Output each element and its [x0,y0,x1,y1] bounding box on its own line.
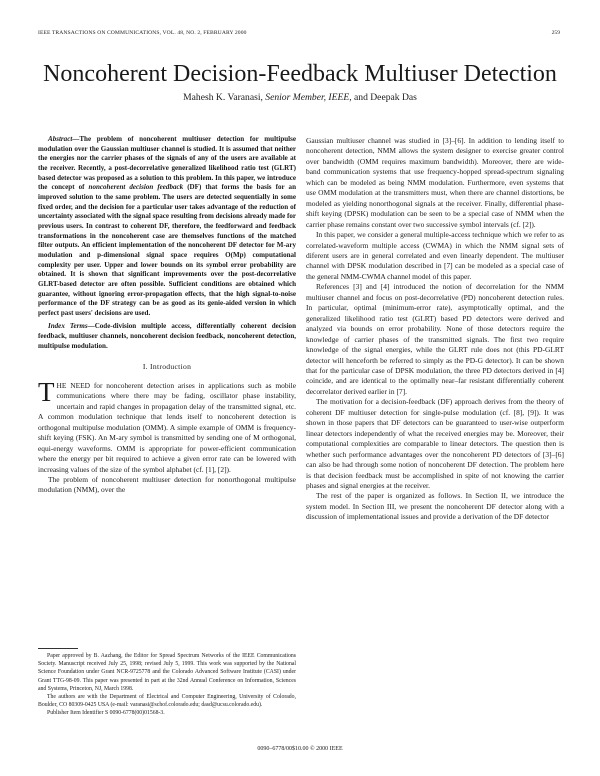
running-header: IEEE TRANSACTIONS ON COMMUNICATIONS, VOL. 48, NO. 2, FEBRUARY 2000 [38,30,247,36]
left-column [38,135,296,496]
right-column [306,136,564,523]
drop-cap: T [38,376,55,407]
author-2: and Deepak Das [351,92,417,103]
body-paragraph-5: The rest of the paper is organized as follows. In Section II, we introduce the system model. In Section III, we present the noncoherent DF detector along with a discussion of implementational issues and provide a derivation of the DF detector [306,491,564,522]
intro-paragraph-2: The problem of noncoherent multiuser detection for nonorthogonal multipulse modulation (NMM), over the [38,474,296,495]
index-terms-label: Index Terms [48,322,88,331]
paper-title: Noncoherent Decision-Feedback Multiuser Detection [43,61,557,87]
abstract-label: Abstract [48,135,73,143]
copyright-footer: 0090–6778/00$10.00 © 2000 IEEE [257,746,343,752]
index-terms [38,322,296,351]
intro-paragraph-1-text: HE NEED for noncoherent detection arises in applications such as mobile communications where there may be fading, oscillator phase instability, uncertain and rapid changes in propagation delay of the transmitted signal, etc. A common modulation technique that lends itself to noncoherent detection is orthogonal multipulse modulation (OMM). A simple example of OMM is frequency-shift keying (FSK). An M-ary symbol is transmitted by sending one of M orthogonal, equi-energy waveforms. OMM is appropriate for power-efficient communication where the energy per bit required to achieve a given error rate can be lowered with increasing values of the size of the symbol alphabet (cf. [1], [2]). [38,380,296,474]
page-number: 259 [551,30,560,36]
author-1: Mahesh K. Varanasi, [183,92,266,103]
abstract [38,135,296,318]
footnote-affiliation: The authors are with the Department of Electrical and Computer Engineering, University of Colorado, Boulder, CO 80309-0425 USA (e-mail: varanasi@schof.colorado.edu; dasd@ucsu.colorado.edu). [38,694,296,709]
author-line [0,92,600,103]
author-1-role: Senior Member, IEEE, [265,92,352,103]
footnotes [38,652,296,718]
body-paragraph-3: References [3] and [4] introduced the notion of decorrelation for the NMM multiuser channel and focus on post-decorrelative (PD) noncoherent detection rules. In particular, optimal (minimum-error rate), asymptotically optimal, and the generalized likelihood ratio test (GLRT) based PD detectors were derived and analyzed via bounds on error probability. None of those detectors require the knowledge of carrier phases of the transmitted signals. The first two require knowledge of the signal energies, while the GLRT rule does not (this PD-GLRT detector will henceforth be referred to simply as the PD-G detector). It can be shown that for the particular case of DPSK modulation, the three PD detectors derived in [4] coincide, and are identical to the optimally near–far resistant differentially coherent decorrelator derived earlier in [7]. [306,282,564,396]
abstract-text-1: —The problem of noncoherent multiuser detection for multipulse modulation over the Gaussian multiuser channel is studied. It is assumed that neither the energies nor the carrier phases of the signals of any of the users are available at the receiver. Recently, a post-decorrelative generalized likelihood ratio test (GLRT) based detector was proposed as a solution to this problem. In this paper, we introduce the concept of [38,135,296,192]
body-paragraph-2: In this paper, we consider a general multiple-access technique which we refer to as correlated-waveform multiple access (CWMA) in which the NMM signal sets of diferent users are in general correlated and even linearly dependent. The multiuser channel with DPSK modulation described in [7] can be modeled as a special case of the general NMM-CWMA channel model of this paper. [306,230,564,281]
index-terms-text: —Code-division multiple access, differentially coherent decision feedback, multiuser channels, noncoherent decision feedback, noncoherent detection, multipulse modulation. [38,322,296,350]
intro-paragraph-1 [38,376,296,475]
abstract-emphasis: noncoherent decision feedback [88,183,184,192]
footnote-editor: Paper approved by B. Aazhang, the Editor for Spread Spectrum Networks of the IEEE Communications Society. Manuscript received July 25, 1998; revised July 5, 1999. This work was supported by the National Science Foundation under Grant NCR-9725778 and the Colorado Advanced Software Institute (CASI) under Grant TTG-98-09. This paper was presented in part at the 32nd Annual Conference on Information, Sciences and Systems, Princeton, NJ, March 1998. [38,653,296,692]
footnote-publisher-id: Publisher Item Identifier S 0090-6778(00)01568-3. [47,710,165,717]
body-paragraph-4: The motivation for a decision-feedback (DF) approach derives from the theory of coherent DF multiuser detection for single-pulse modulation (cf. [8], [9]). It was shown in those papers that DF detectors can be guaranteed to user-wise outperform linear detectors independently of what the received energies may be. Moreover, their computational complexities are comparable to linear detectors. The question then is whether such performance advantages over the noncoherent PD detectors of [3]–[6] can also be had through some notion of noncoherent DF detection. The problem here is that decision feedback must be accomplished in spite of not knowing the carrier phases and signal energies at the receiver. [306,397,564,490]
footnote-divider [38,648,78,649]
abstract-text-2: (DF) that forms the basis for an improved solution to the same problem. The users are detected sequentially in some fixed order, and the decision for a particular user takes advantage of the reduction of uncertainty associated with the signal space resulting from decisions already made for previous users. In contrast to coherent DF, therefore, the feedforward and feedback transformations in the noncoherent case are themselves functions of the matched filter outputs. An efficient implementation of the noncoherent DF detector for M-ary modulation and p-dimensional signal space requires O(Mp) computational complexity per user. Upper and lower bounds on its symbol error probability are obtained. It is shown that significant improvements over the post-decorrelative GLRT-based detector are often possible. Sufficient conditions are obtained which guarantee, without ignoring error-propagation effects, that the high signal-to-noise performance of the DF strategy can be as good as its genie-aided version in which perfect past users' decisions are used. [38,183,296,317]
section-heading-introduction: I. Introduction [142,362,192,372]
body-paragraph-1: Gaussian multiuser channel was studied in [3]–[6]. In addition to lending itself to noncoherent detection, NMM allows the system designer to exercise greater control over bandwidth (OMM requires maximum bandwidth). Moreover, there are wide-band communication systems that use frequency-hopped spread-spectrum signaling which can be modeled as being NMM modulation. Furthermore, even systems that use OMM modulation at the transmitters must, when there are channel distortions, be modeled as yielding nonorthogonal signals at the receiver. Finally, differential phase-shift keying (DPSK) modulation can be seen to be a special case of NMM when the carrier phase remains constant over two successive symbol intervals (cf. [2]). [306,136,564,229]
